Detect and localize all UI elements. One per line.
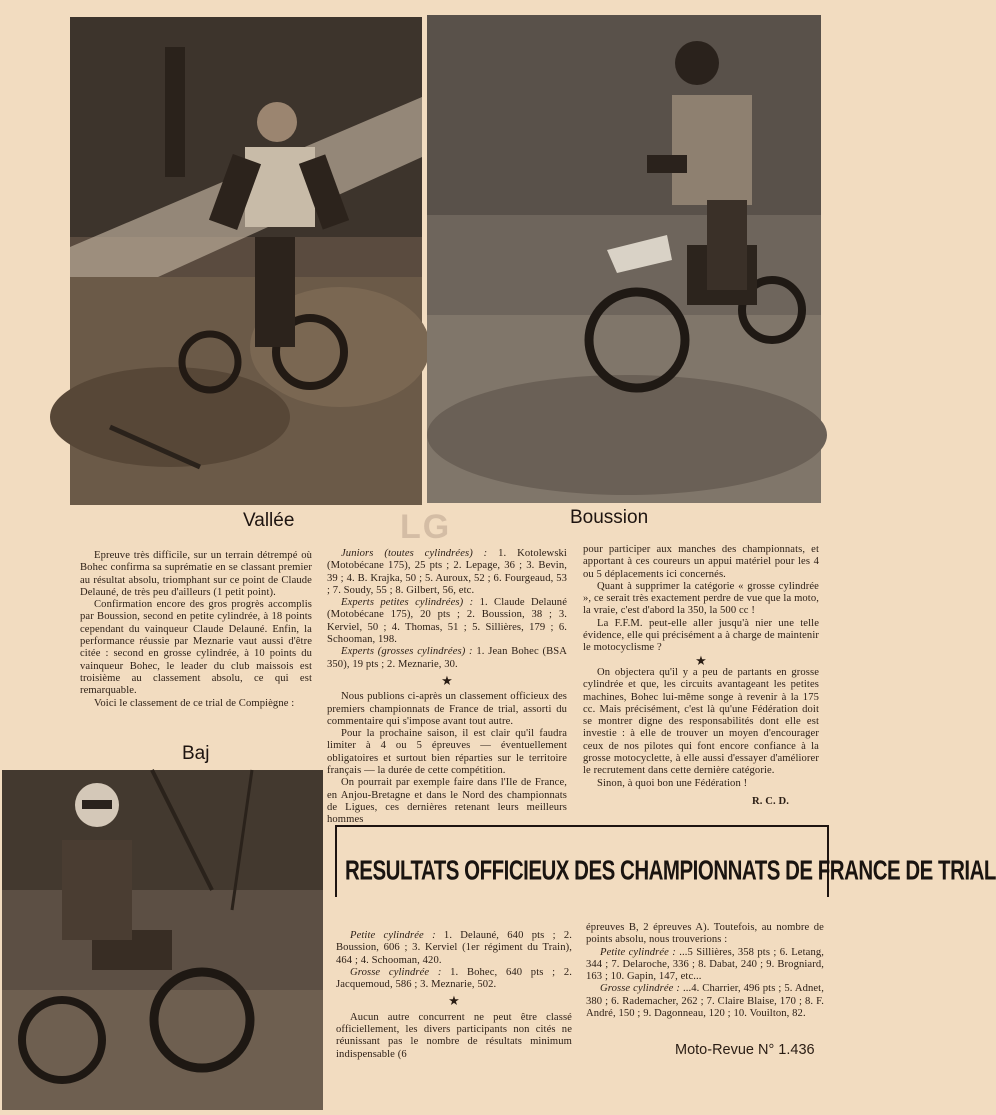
- col3-paragraph-5: Sinon, à quoi bon une Fédération !: [597, 777, 748, 789]
- caption-baj: Baj: [182, 743, 210, 764]
- results-right-paragraph: épreuves B, 2 épreuves A). Toutefois, au nombre de points absolu, nous trouverions :: [586, 922, 824, 946]
- caption-vallee: Vallée: [243, 510, 295, 531]
- photo-baj: [2, 770, 323, 1110]
- results-header-box: [335, 825, 996, 897]
- experts-petite-text: 1. Claude Delauné (Motobécane 175), 20 pts ; 2. Boussion, 38 ; 3. Kerviel, 50 ; 4. Thomas, 51 ; 5. Sillières, 179 ; 6. Schooman, 198.: [327, 597, 567, 646]
- caption-boussion: Boussion: [570, 507, 649, 528]
- col2-paragraph-2: Pour la prochaine saison, il est clair qu'il faudra limiter à 4 ou 5 épreuves — éventuellement obligatoires et surtout bien réparties sur le territoire français — la durée de cette compétition.: [327, 728, 567, 777]
- star-separator: ★: [448, 993, 460, 1009]
- photo-baj-image: [2, 770, 323, 1110]
- grosse-label-right: Grosse cylindrée :: [600, 983, 681, 995]
- col2-paragraph-3: On pourrait par exemple faire dans l'Ile de France, en Anjou-Bretagne et dans le Nord des championnats de Ligues, ces dernières retenant leurs meilleurs hommes: [327, 777, 567, 826]
- column-1: [80, 550, 312, 710]
- column-3: [583, 544, 819, 808]
- results-left-column: [336, 930, 572, 1061]
- grosse-label: Grosse cylindrée :: [350, 966, 442, 978]
- petite-label: Petite cylindrée :: [350, 930, 436, 941]
- col3-paragraph-4: On objectera qu'il y a peu de partants en grosse cylindrée et que, les circuits avantageant les petites machines, Bohec lui-même songe à revenir à la 175 cc. Mais précisément, c'est là qu'une Fédération doit se montrer digne des responsabilités dont elle est investie : à elle de trouver un moyen d'encourager ceux de nos pilotes qui font encore confiance à la grosse motocyclette, à elle aussi d'essayer d'améliorer le recrutement dans cette dernière catégorie.: [583, 666, 819, 777]
- experts-petite-label: Experts petites cylindrées) :: [341, 597, 474, 609]
- page-footer: Moto-Revue N° 1.436: [675, 1042, 815, 1058]
- results-petite-right: [586, 947, 824, 984]
- experts-grosse-results: [327, 646, 567, 671]
- star-separator: ★: [441, 672, 453, 688]
- grosse-text: 1. Bohec, 640 pts ; 2. Jacquemoud, 586 ; 3. Meznarie, 502.: [336, 966, 572, 991]
- photo-boussion-image: [427, 15, 821, 503]
- experts-petite-results: [327, 597, 567, 646]
- results-right-column: [586, 922, 824, 1020]
- results-petite-left: [336, 930, 572, 967]
- experts-grosse-text: 1. Jean Bohec (BSA 350), 19 pts ; 2. Meznarie, 30.: [327, 646, 567, 670]
- col2-paragraph-1: Nous publions ci-après un classement officieux des premiers championnats de France de trial, assorti du commentaire qui s'impose avant tout autre.: [327, 691, 567, 727]
- photo-vallee-image: [70, 17, 422, 505]
- col1-paragraph-2: Confirmation encore des gros progrès accomplis par Boussion, second en petite cylindrée, à 18 points cependant du vainqueur Claude Delauné. Enfin, la performance réussie par Meznarie vaut aussi d'être citée : second en grosse cylindrée, à 10 points du vainqueur Bohec, le leader du club maissois est troisième au classement absolu, ce qui est remarquable.: [80, 599, 312, 697]
- grosse-text-right: ...4. Charrier, 496 pts ; 5. Adnet, 380 ; 6. Rademacher, 262 ; 7. Claire Blaise, 170 ; 8. F. André, 150 ; 9. Dagonneau, 120 ; 10. Vouilton, 82.: [586, 983, 824, 1020]
- watermark-logo: LG: [400, 508, 452, 546]
- petite-text: 1. Delauné, 640 pts ; 2. Boussion, 606 ; 3. Kerviel (1er régiment du Train), 464 ; 4. Schooman, 420.: [336, 930, 572, 966]
- column-2: [327, 548, 567, 827]
- juniors-results: [327, 548, 567, 597]
- star-separator: ★: [695, 652, 707, 668]
- photo-boussion: [427, 15, 821, 503]
- col3-paragraph-2: Quant à supprimer la catégorie « grosse cylindrée », ce serait très exactement perdre de vue que la moto, la vraie, c'est d'abord la 350, la 500 cc !: [583, 580, 819, 617]
- results-left-paragraph: Aucun autre concurrent ne peut être classé officiellement, les divers participants non cités ne réunissant pas le nombre de résultats minimum indispensable (6: [336, 1011, 572, 1060]
- juniors-text: 1. Kotolewski (Motobécane 175), 25 pts ; 2. Lepage, 36 ; 3. Bevin, 39 ; 4. B. Krajka, 50 ; 5. Auroux, 52 ; 6. Fourgeaud, 53 ; 7. Soudy, 55 ; 8. Gilbert, 56, etc.: [327, 548, 567, 596]
- col3-paragraph-1: pour participer aux manches des championnats, et apportant à ces coureurs un appui matériel pour les 4 ou 5 déplacements ici concernés.: [583, 544, 819, 580]
- photo-vallee: [70, 17, 422, 505]
- petite-label-right: Petite cylindrée :: [600, 946, 676, 958]
- col1-paragraph-1: Epreuve très difficile, sur un terrain détrempé où Bohec confirma sa suprématie en se classant premier au résultat absolu, triomphant sur ce point de Claude Delauné, de très peu d'ailleurs (1 petit point).: [80, 550, 312, 598]
- experts-grosse-label: Experts (grosses cylindrées) :: [341, 646, 473, 658]
- signature: R. C. D.: [752, 795, 789, 807]
- petite-text-right: ...5 Sillières, 358 pts ; 6. Letang, 344 ; 7. Delaroche, 336 ; 8. Dabat, 240 ; 9. Brogniard, 163 ; 10. Gapin, 147, etc...: [586, 946, 824, 983]
- results-grosse-left: [336, 967, 572, 992]
- col1-paragraph-3: Voici le classement de ce trial de Compiègne :: [94, 697, 295, 709]
- col3-paragraph-3: La F.F.M. peut-elle aller jusqu'à nier une telle évidence, elle qui précisément a à charge de maintenir le motocyclisme ?: [583, 617, 819, 654]
- results-grosse-right: [586, 983, 824, 1020]
- results-title: RESULTATS OFFICIEUX DES CHAMPIONNATS DE FRANCE DE TRIAL: [345, 855, 996, 887]
- juniors-label: Juniors (toutes cylindrées) :: [341, 548, 488, 559]
